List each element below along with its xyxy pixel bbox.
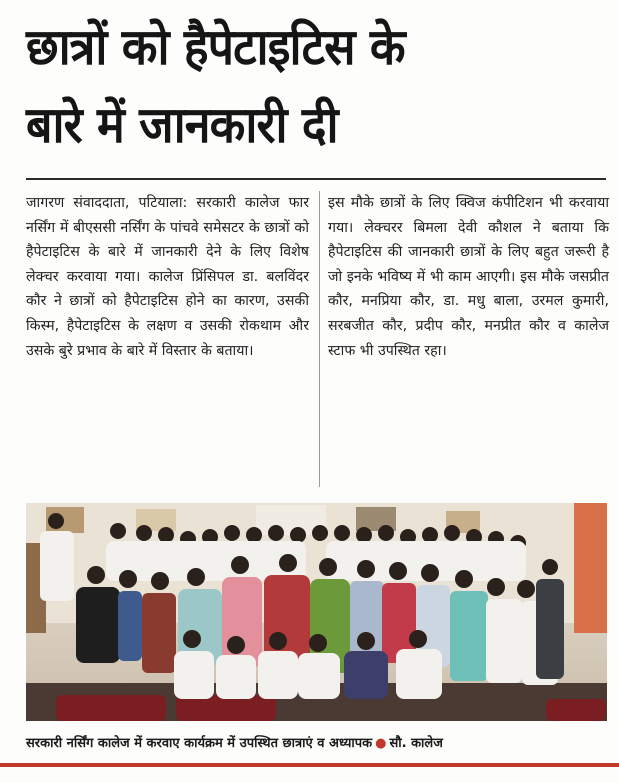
headline-line-1: छात्रों को हैपेटाइटिस के [26,18,405,76]
photo-caption [26,733,607,755]
photo-credit: सौ. कालेज [389,736,443,751]
headline-line-2: बारे में जानकारी दी [26,96,338,154]
group-photo-illustration [26,503,607,721]
headline [26,8,565,164]
caption-text: सरकारी नर्सिंग कालेज में करवाए कार्यक्रम में उपस्थित छात्राएं व अध्यापक [26,736,373,751]
group-photo [26,503,607,721]
headline-rule [26,178,606,180]
caption-bullet-icon: ● [375,736,387,751]
article-body-right-column: इस मौके छात्रों के लिए क्विज कंपीटिशन भी करवाया गया। लेक्चरर बिमला देवी कौशल ने बताया कि हैपेटाइटिस की जानकारी छात्रों के लिए बहुत जरूरी है जो इनके भविष्य में भी काम आएगी। इस मौके जसप्रीत कौर, मनप्रिया कौर, डा. मधु बाला, उरमल कुमारी, सरबजीत कौर, प्रदीप कौर, मनप्रीत कौर व कालेज स्टाफ भी उपस्थित रहा। [328,195,609,359]
bottom-accent-rule [0,763,619,767]
article-body-left-column: जागरण संवाददाता, पटियाला: सरकारी कालेज फार नर्सिंग में बीएससी नर्सिंग के पांचवे समेसटर के छात्रों को हैपेटाइटिस के बारे में जानकारी देने के लिए विशेष लेक्चर करवाया गया। कालेज प्रिंसिपल डा. बलविंदर कौर ने छात्रों को हैपेटाइटिस होने का कारण, उसकी किस्म, हैपेटाइटिस के लक्षण व उसकी रोकथाम और उसके बुरे प्रभाव के बारे में विस्तार के बताया। [26,195,309,359]
column-divider [319,191,320,487]
